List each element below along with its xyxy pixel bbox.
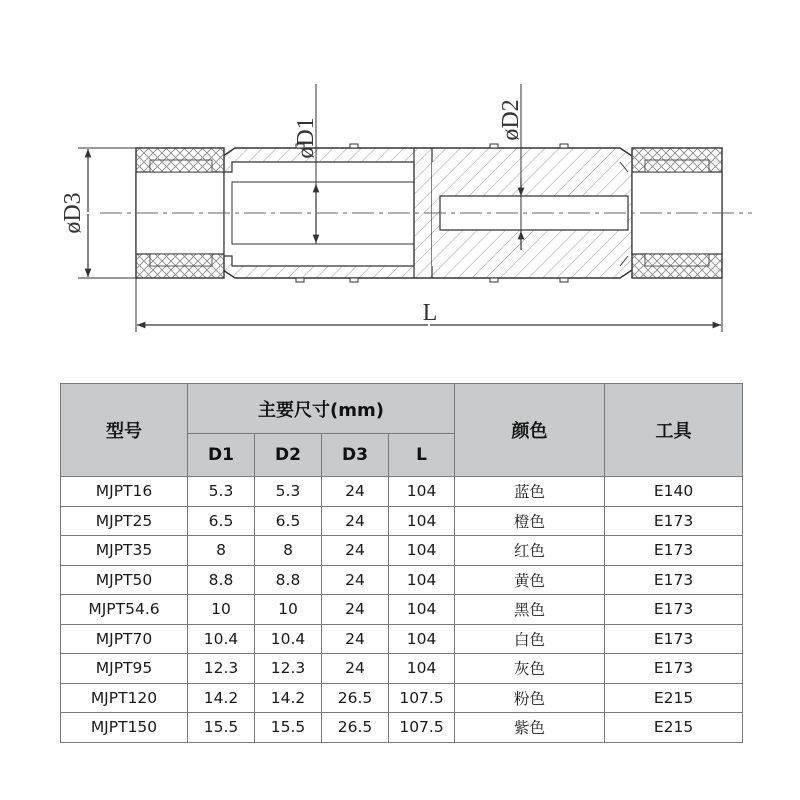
cell-color: 粉色: [455, 683, 605, 713]
cell-d3: 24: [322, 624, 389, 654]
cell-tool: E215: [605, 683, 743, 713]
cell-l: 104: [389, 565, 455, 595]
length-label: L: [422, 300, 438, 326]
cell-model: MJPT120: [61, 683, 188, 713]
header-dimensions: 主要尺寸(mm): [188, 384, 455, 434]
cell-l: 104: [389, 624, 455, 654]
cell-d3: 24: [322, 565, 389, 595]
table-row: [61, 595, 743, 625]
cell-model: MJPT16: [61, 477, 188, 507]
cell-model: MJPT150: [61, 713, 188, 743]
cell-color: 黑色: [455, 595, 605, 625]
header-d1: D1: [188, 434, 255, 477]
cell-d3: 26.5: [322, 683, 389, 713]
cell-model: MJPT35: [61, 536, 188, 566]
cell-d2: 5.3: [255, 477, 322, 507]
cell-d1: 10: [188, 595, 255, 625]
d1-label: øD1: [293, 117, 319, 159]
cell-model: MJPT25: [61, 506, 188, 536]
cell-tool: E173: [605, 565, 743, 595]
header-l: L: [389, 434, 455, 477]
cell-d2: 12.3: [255, 654, 322, 684]
cell-color: 橙色: [455, 506, 605, 536]
cell-color: 白色: [455, 624, 605, 654]
cell-tool: E140: [605, 477, 743, 507]
cell-d3: 24: [322, 654, 389, 684]
cell-d1: 6.5: [188, 506, 255, 536]
table-row: [61, 654, 743, 684]
header-color: 颜色: [455, 384, 605, 477]
cell-d3: 24: [322, 536, 389, 566]
cell-color: 黄色: [455, 565, 605, 595]
header-model: 型号: [61, 384, 188, 477]
cell-d3: 26.5: [322, 713, 389, 743]
cell-model: MJPT95: [61, 654, 188, 684]
cell-d1: 5.3: [188, 477, 255, 507]
cell-d1: 10.4: [188, 624, 255, 654]
cell-d2: 10.4: [255, 624, 322, 654]
header-d3: D3: [322, 434, 389, 477]
cell-tool: E173: [605, 595, 743, 625]
cell-tool: E215: [605, 713, 743, 743]
cell-l: 104: [389, 595, 455, 625]
cell-l: 104: [389, 536, 455, 566]
d3-dimension: [60, 148, 136, 278]
cell-tool: E173: [605, 536, 743, 566]
cell-l: 107.5: [389, 683, 455, 713]
cell-l: 104: [389, 654, 455, 684]
d3-label: øD3: [60, 192, 86, 234]
cell-color: 紫色: [455, 713, 605, 743]
cell-color: 灰色: [455, 654, 605, 684]
cell-tool: E173: [605, 506, 743, 536]
cell-d1: 12.3: [188, 654, 255, 684]
cell-tool: E173: [605, 624, 743, 654]
cell-d2: 6.5: [255, 506, 322, 536]
cell-d2: 8.8: [255, 565, 322, 595]
table-row: [61, 536, 743, 566]
connector-drawing: [0, 0, 800, 370]
cell-d2: 8: [255, 536, 322, 566]
d2-label: øD2: [498, 99, 524, 141]
cell-d2: 10: [255, 595, 322, 625]
table-row: [61, 683, 743, 713]
table-row: [61, 506, 743, 536]
cell-model: MJPT54.6: [61, 595, 188, 625]
table-row: [61, 477, 743, 507]
cell-d3: 24: [322, 477, 389, 507]
cell-model: MJPT70: [61, 624, 188, 654]
cell-model: MJPT50: [61, 565, 188, 595]
length-dimension: [136, 278, 722, 332]
cell-d1: 8.8: [188, 565, 255, 595]
cell-tool: E173: [605, 654, 743, 684]
cell-l: 104: [389, 506, 455, 536]
spec-table: [60, 383, 743, 743]
cell-d1: 15.5: [188, 713, 255, 743]
cell-d1: 8: [188, 536, 255, 566]
table-row: [61, 565, 743, 595]
header-d2: D2: [255, 434, 322, 477]
cell-d2: 14.2: [255, 683, 322, 713]
table-row: [61, 624, 743, 654]
cell-color: 蓝色: [455, 477, 605, 507]
cell-l: 107.5: [389, 713, 455, 743]
cell-color: 红色: [455, 536, 605, 566]
cell-l: 104: [389, 477, 455, 507]
cell-d3: 24: [322, 506, 389, 536]
table-row: [61, 713, 743, 743]
cell-d3: 24: [322, 595, 389, 625]
cell-d2: 15.5: [255, 713, 322, 743]
header-tool: 工具: [605, 384, 743, 477]
cell-d1: 14.2: [188, 683, 255, 713]
